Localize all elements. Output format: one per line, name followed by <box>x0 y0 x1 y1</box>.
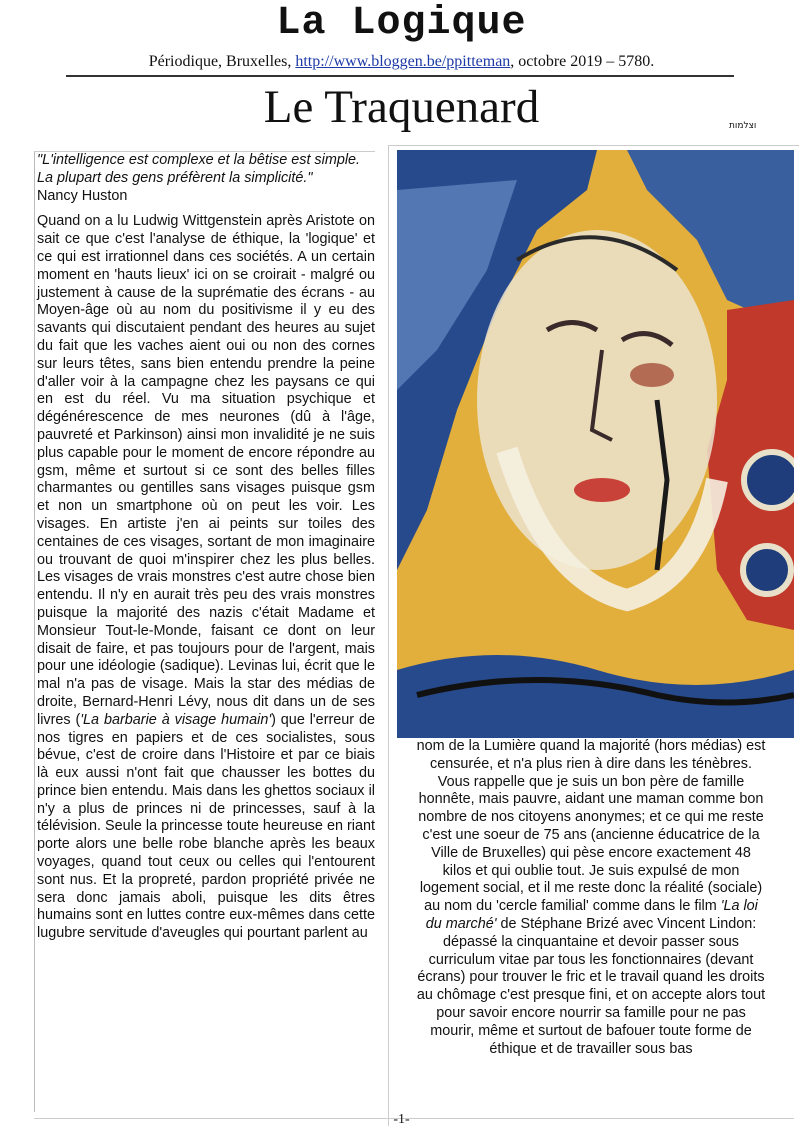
body-left-text: Quand on a lu Ludwig Wittgenstein après Aristote on sait ce que c'est l'analyse de éthique, la 'logique' et ce qui est irrationnel dans ces sociétés. A un certain moment en 'hauts lieux' ici on se croirait - malgré ou justement à cause de la suprématie des écrans - au Moyen-âge où au nom du positivisme il y eu des savants qui discutaient pendant des heures au sujet du fait que les vaches aient oui ou non des cornes sur leurs têtes, sans bien entendu prendre la peine d'aller voir à la campagne chez les paysans ce qui en est du réel. Vu ma situation psychique et dégénérescence de mes neurones (dû à l'âge, pauvreté et Parkinson) ainsi mon invalidité je ne suis plus capable pour le moment de encore répondre au gsm, même et surtout si ce sont des belles filles charmantes ou gentilles sans visages puisque gsm et non un smartphone où on peut les voir. Les visages. En artiste j'en ai peints sur toiles des centaines de ces visages, sortant de mon imaginaire ou trouvant de quoi m'inspirer chez les plus belles. Les visages de vrais monstres c'est autre chose bien entendu. Il n'y en aurait très peu des vrais monstres puisque la majorité des nazis c'était Madame et Monsieur Tout-le-Monde, faisant ce dont on leur disait de faire, et pas toujours pour de l'argent, mais pour une idéologie (sadique). Levinas lui, écrit que le mal n'a pas de visage. Mais la star des médias de droite, Bernard-Henri Lévy, nous dit dans un de ses livres ( <box>37 213 375 728</box>
body-right-text-end: de Stéphane Brizé avec Vincent Lindon: dépassé la cinquantaine et devoir passer sous curriculum vitae par tous les fonctionnaires (devant écrans) pour trouver le fric et le travail quand les droits au chômage c'est presque fini, et on accepte alors tout pour savoir encore nourrir sa famille pour ne pas mourir, même et surtout de bafouer toute forme de éthique et de travailler sous bas <box>416 915 766 1057</box>
epigraph-author: Nancy Huston <box>37 187 128 204</box>
header-rule <box>66 75 734 77</box>
right-column <box>416 738 766 1058</box>
publication-info-suffix: , octobre 2019 – 5780. <box>510 53 655 70</box>
body-right-text: nom de la Lumière quand la majorité (hors médias) est censurée, et n'a plus rien à dire dans les ténèbres. Vous rappelle que je suis un bon père de famille honnête, mais pauvre, aidant une maman comme bon nombre de nos citoyens anonymes; et ce qui me reste c'est une soeur de 75 ans (ancienne éducatrice de la Ville de Bruxelles) qui pèse encore exactement 48 kilos et qui oublie tout. Je suis expulsé de mon logement social, et il me reste donc la réalité (sociale) au nom du 'cercle familial' comme dans le film <box>416 738 766 915</box>
publication-info <box>0 52 803 72</box>
hebrew-tag: וצלמות <box>729 121 757 131</box>
painting-circle-2 <box>743 546 791 594</box>
painting-right-cheek <box>630 363 674 387</box>
painting-mouth <box>574 478 630 502</box>
film-title: 'La loi du marché' <box>425 898 758 932</box>
page-number: -1- <box>393 1112 410 1127</box>
painting-circle-1 <box>744 452 794 508</box>
article-headline: Le Traquenard <box>263 81 540 133</box>
book-title: 'La barbarie à visage humain' <box>80 711 272 728</box>
painting-image <box>397 150 794 738</box>
publication-info-prefix: Périodique, Bruxelles, <box>148 53 296 70</box>
left-column <box>34 151 375 1112</box>
article-body-left <box>37 213 375 943</box>
epigraph-quote: "L'intelligence est complexe et la bêtise est simple. La plupart des gens préfèrent la simplicité." <box>37 152 361 186</box>
blog-link[interactable]: http://www.bloggen.be/ppitteman <box>295 53 511 70</box>
masthead-title: La Logique <box>276 1 527 46</box>
body-left-text-end: ) que l'erreur de nos tigres en papiers et de ces socialistes, sous bévue, c'est de croire dans l'Histoire et par ce biais là eux aussi n'ont fait que chausser les bottes du prince bien entendu. Mais dans les ghettos sociaux il n'y a plus de princes ni de princesses, sauf à la télévision. Seule la princesse toute heureuse en riant porte alors une belle robe blanche après les beaux voyages, quand tout ceux ou celles qui l'entourent sont nus. Et la propreté, pardon propriété privée ne sera donc jamais aboli, puisque les dits êtres humains sont en luttes contre eux-mêmes dans cette lugubre servitude d'aveugles qui pourtant parlent au <box>37 711 376 942</box>
